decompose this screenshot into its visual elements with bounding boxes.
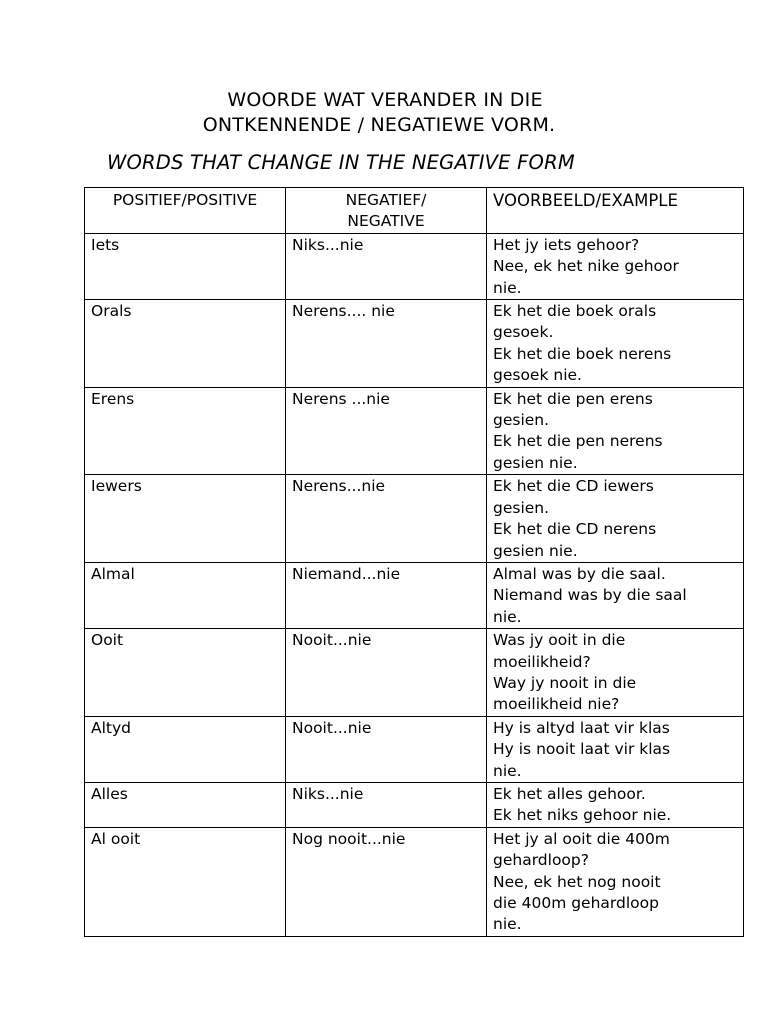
cell-negative: Niks...nie <box>286 233 487 299</box>
example-line: Hy is altyd laat vir klas <box>493 718 670 737</box>
example-line: Nee, ek het nog nooit <box>493 872 661 891</box>
example-line: nie. <box>493 607 522 626</box>
cell-positive: Alles <box>85 782 286 827</box>
cell-example <box>487 233 744 299</box>
cell-negative: Nog nooit...nie <box>286 827 487 936</box>
example-line: Ek het die CD nerens <box>493 520 657 539</box>
cell-negative: Nerens.... nie <box>286 300 487 388</box>
cell-positive: Almal <box>85 562 286 628</box>
example-line: Ek het die boek orals <box>493 302 657 321</box>
cell-example <box>487 782 744 827</box>
cell-negative: Nerens...nie <box>286 475 487 563</box>
example-line: nie. <box>493 761 522 780</box>
words-table <box>84 187 744 937</box>
cell-positive: Al ooit <box>85 827 286 936</box>
example-line: Way jy nooit in die <box>493 673 637 692</box>
cell-example <box>487 629 744 717</box>
example-line: nie. <box>493 915 522 934</box>
cell-positive: Iets <box>85 233 286 299</box>
cell-example <box>487 475 744 563</box>
cell-negative: Nooit...nie <box>286 716 487 782</box>
page-title-line-2: ONTKENNENDE / NEGATIEWE VORM. <box>202 114 556 136</box>
example-line: gesien. <box>493 498 550 517</box>
header-example: VOORBEELD/EXAMPLE <box>487 188 744 234</box>
header-negative-line-1: NEGATIEF/ <box>345 191 427 209</box>
table-row <box>85 300 744 388</box>
cell-positive: Ooit <box>85 629 286 717</box>
example-line: gesoek nie. <box>493 366 582 385</box>
cell-negative: Nooit...nie <box>286 629 487 717</box>
page-title-line-1: WOORDE WAT VERANDER IN DIE <box>227 89 543 111</box>
header-positive: POSITIEF/POSITIVE <box>85 188 286 234</box>
cell-example <box>487 716 744 782</box>
example-line: moeilikheid? <box>493 652 591 671</box>
example-line: gesien nie. <box>493 453 578 472</box>
table-row <box>85 562 744 628</box>
example-line: Ek het die CD iewers <box>493 477 654 496</box>
example-line: gesien. <box>493 411 550 430</box>
example-line: Hy is nooit laat vir klas <box>493 740 671 759</box>
header-negative-line-2: NEGATIVE <box>347 212 425 231</box>
cell-example <box>487 827 744 936</box>
example-line: Ek het niks gehoor nie. <box>493 806 672 825</box>
example-line: nie. <box>493 278 522 297</box>
table-row <box>85 782 744 827</box>
example-line: Het jy iets gehoor? <box>493 235 640 254</box>
page-subtitle: WORDS THAT CHANGE IN THE NEGATIVE FORM <box>107 151 575 174</box>
table-row <box>85 827 744 936</box>
table-row <box>85 387 744 475</box>
cell-example <box>487 387 744 475</box>
cell-positive: Iewers <box>85 475 286 563</box>
example-line: Ek het alles gehoor. <box>493 784 646 803</box>
title-block <box>0 88 768 138</box>
cell-negative: Nerens ...nie <box>286 387 487 475</box>
table-row <box>85 475 744 563</box>
example-line: gesien nie. <box>493 541 578 560</box>
cell-positive: Erens <box>85 387 286 475</box>
cell-positive: Altyd <box>85 716 286 782</box>
example-line: Ek het die pen erens <box>493 389 653 408</box>
example-line: gehardloop? <box>493 851 589 870</box>
header-negative <box>286 188 487 234</box>
example-line: Nee, ek het nike gehoor <box>493 257 679 276</box>
cell-negative: Niks...nie <box>286 782 487 827</box>
table-body <box>85 233 744 936</box>
example-line: moeilikheid nie? <box>493 695 620 714</box>
example-line: Ek het die boek nerens <box>493 344 672 363</box>
cell-positive: Orals <box>85 300 286 388</box>
cell-example <box>487 562 744 628</box>
example-line: Almal was by die saal. <box>493 564 666 583</box>
cell-negative: Niemand...nie <box>286 562 487 628</box>
example-line: gesoek. <box>493 323 554 342</box>
example-line: Ek het die pen nerens <box>493 432 663 451</box>
example-line: Was jy ooit in die <box>493 631 626 650</box>
cell-example <box>487 300 744 388</box>
example-line: Het jy al ooit die 400m <box>493 829 670 848</box>
example-line: Niemand was by die saal <box>493 586 687 605</box>
example-line: die 400m gehardloop <box>493 894 659 912</box>
table-row <box>85 233 744 299</box>
table-header-row <box>85 188 744 234</box>
table-row <box>85 629 744 717</box>
table-row <box>85 716 744 782</box>
